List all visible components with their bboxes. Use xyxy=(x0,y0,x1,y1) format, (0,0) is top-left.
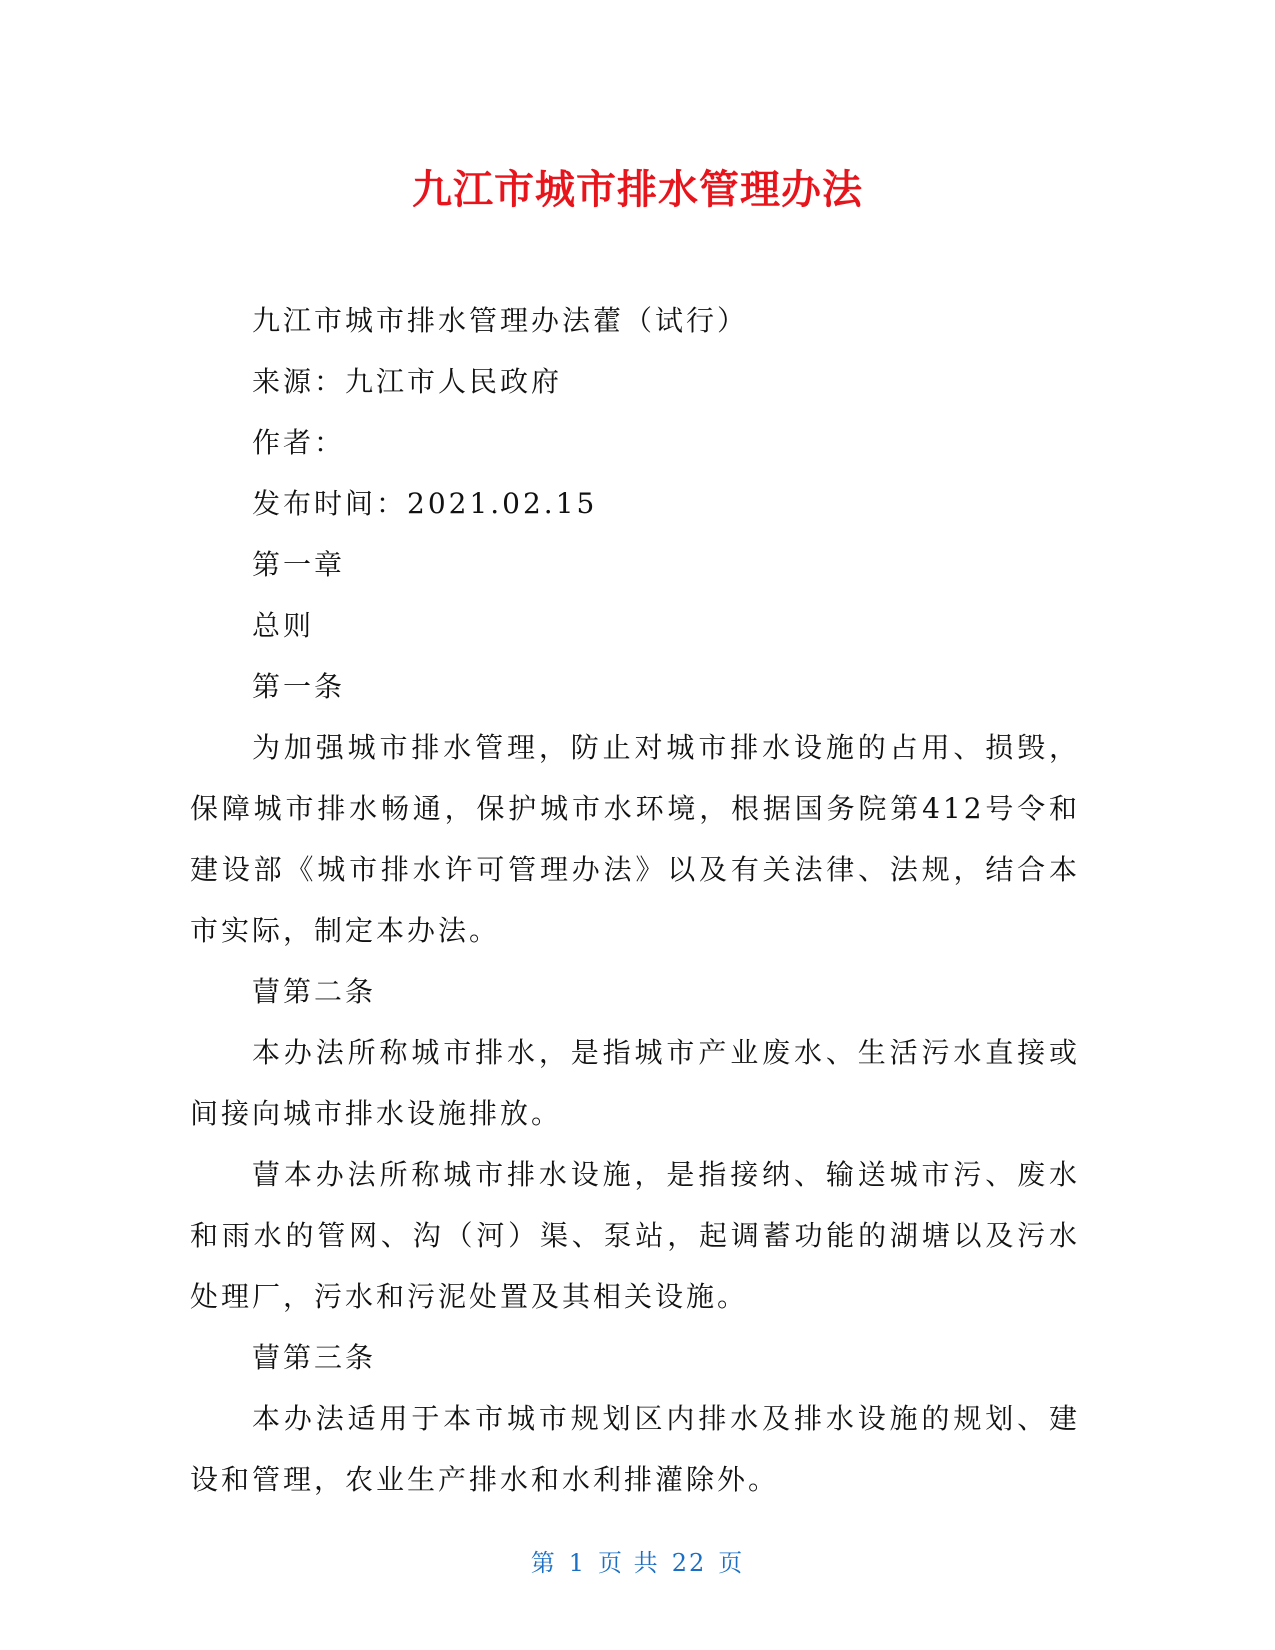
source-line: 来源：九江市人民政府 xyxy=(252,365,563,398)
article-2-paragraph-1: 本办法所称城市排水，是指城市产业废水、生活污水直接或间接向城市排水设施排放。 xyxy=(190,1036,1080,1130)
footer-middle: 页 共 xyxy=(598,1549,660,1577)
footer-page-number: 1 xyxy=(568,1549,587,1577)
subtitle-line: 九江市城市排水管理办法藿（试行） xyxy=(252,304,749,337)
document-title: 九江市城市排水管理办法 xyxy=(412,167,863,213)
article-3-heading: 萺第三条 xyxy=(252,1341,377,1374)
chapter-heading: 第一章 xyxy=(252,548,346,581)
footer-suffix: 页 xyxy=(718,1549,745,1577)
publish-date-line: 发布时间：2021.02.15 xyxy=(252,487,598,520)
article-2-paragraph-2: 萺本办法所称城市排水设施，是指接纳、输送城市污、废水和雨水的管网、沟（河）渠、泵站，起调蓄功能的湖塘以及污水处理厂，污水和污泥处置及其相关设施。 xyxy=(190,1158,1080,1313)
page-footer xyxy=(0,1548,1275,1578)
article-1-paragraph: 为加强城市排水管理，防止对城市排水设施的占用、损毁，保障城市排水畅通，保护城市水环境，根据国务院第412号令和建设部《城市排水许可管理办法》以及有关法律、法规，结合本市实际，制定本办法。 xyxy=(190,731,1080,947)
article-1-heading: 第一条 xyxy=(252,670,346,703)
footer-total-pages: 22 xyxy=(671,1549,707,1577)
article-3-paragraph: 本办法适用于本市城市规划区内排水及排水设施的规划、建设和管理，农业生产排水和水利排灌除外。 xyxy=(190,1402,1080,1496)
author-line: 作者： xyxy=(252,426,346,459)
chapter-title: 总则 xyxy=(252,609,315,642)
article-2-heading: 萺第二条 xyxy=(252,975,377,1008)
document-body xyxy=(190,290,1080,1510)
footer-prefix: 第 xyxy=(530,1549,557,1577)
